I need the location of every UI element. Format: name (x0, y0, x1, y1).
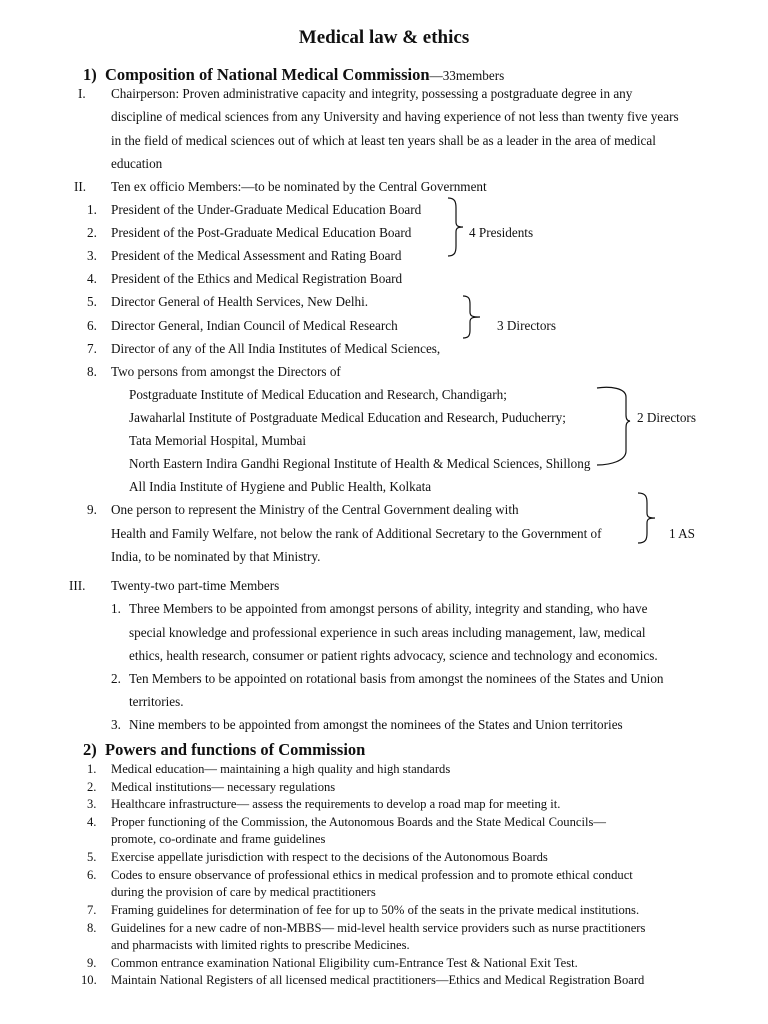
sub-list-item: All India Institute of Hygiene and Public Health, Kolkata (129, 479, 432, 494)
section1-heading (83, 65, 504, 85)
list-number: 4. (87, 815, 97, 829)
list-number: 3. (87, 248, 97, 263)
list-item: President of the Ethics and Medical Registration Board (111, 271, 403, 286)
presidents-label: 4 Presidents (469, 225, 534, 240)
member-count: —33members (429, 68, 505, 83)
list-item: President of the Medical Assessment and Rating Board (111, 248, 402, 263)
list-item: Medical institutions— necessary regulations (111, 780, 336, 794)
document-title: Medical law & ethics (298, 27, 470, 48)
list-item: Healthcare infrastructure— assess the requirements to develop a road map for meeting it. (111, 797, 561, 811)
list-item: Framing guidelines for determination of fee for up to 50% of the seats in the private medical institutions. (111, 903, 640, 917)
section1-heading-text: Composition of National Medical Commission (105, 65, 430, 84)
list-item-continuation: and pharmacists with limited rights to prescribe Medicines. (111, 938, 410, 952)
paragraph-line: One person to represent the Ministry of the Central Government dealing with (111, 502, 519, 517)
paragraph-line: in the field of medical sciences out of which at least ten years shall be as a leader in the area of medical (111, 133, 656, 148)
list-item: Director of any of the All India Institutes of Medical Sciences, (111, 341, 441, 356)
list-item: President of the Post-Graduate Medical Education Board (111, 225, 412, 240)
as-brace (637, 491, 659, 545)
paragraph-line: Ten Members to be appointed on rotational basis from amongst the nominees of the States and Union (129, 671, 664, 686)
sub-list-item: Tata Memorial Hospital, Mumbai (129, 433, 307, 448)
section2-number: 2) (83, 740, 97, 759)
list-number: 7. (87, 341, 97, 356)
paragraph-line: ethics, health research, consumer or patient rights advocacy, science and technology and economics. (129, 648, 658, 663)
list-number: 2. (87, 780, 97, 794)
list-item: Maintain National Registers of all licensed medical practitioners—Ethics and Medical Registration Board (111, 973, 645, 987)
list-number: 6. (87, 318, 97, 333)
list-number: 3. (87, 797, 97, 811)
section2-heading (83, 740, 365, 760)
section2-heading-text: Powers and functions of Commission (105, 740, 366, 759)
roman-numeral: I. (78, 86, 86, 101)
list-number: 6. (87, 868, 97, 882)
list-number: 8. (87, 921, 97, 935)
paragraph-line: Health and Family Welfare, not below the rank of Additional Secretary to the Government of (111, 526, 602, 541)
paragraph-line: Ten ex officio Members:—to be nominated by the Central Government (111, 179, 487, 194)
list-item-continuation: promote, co-ordinate and frame guidelines (111, 832, 326, 846)
directors-label: 3 Directors (497, 318, 556, 333)
list-number: 1. (87, 202, 97, 217)
list-item: President of the Under-Graduate Medical Education Board (111, 202, 422, 217)
paragraph-line: India, to be nominated by that Ministry. (111, 549, 321, 564)
two-directors-brace (596, 385, 636, 467)
as-label: 1 AS (669, 526, 696, 541)
list-number: 2. (87, 225, 97, 240)
paragraph-line: special knowledge and professional experience in such areas including management, law, medical (129, 625, 646, 640)
sub-list-item: North Eastern Indira Gandhi Regional Institute of Health & Medical Sciences, Shillong (129, 456, 591, 471)
paragraph-line: territories. (129, 694, 184, 709)
roman-numeral: III. (69, 578, 86, 593)
sub-list-item: Postgraduate Institute of Medical Education and Research, Chandigarh; (129, 387, 507, 402)
paragraph-line: Chairperson: Proven administrative capacity and integrity, possessing a postgraduate degree in any (111, 86, 633, 101)
list-number: 5. (87, 294, 97, 309)
list-item: Exercise appellate jurisdiction with respect to the decisions of the Autonomous Boards (111, 850, 548, 864)
list-item: Two persons from amongst the Directors of (111, 364, 341, 379)
list-item: Common entrance examination National Eligibility cum-Entrance Test & National Exit Test. (111, 956, 578, 970)
list-number: 1. (87, 762, 97, 776)
paragraph-line: Three Members to be appointed from amongst persons of ability, integrity and standing, who have (129, 601, 648, 616)
paragraph-line: Nine members to be appointed from amongst the nominees of the States and Union territories (129, 717, 623, 732)
list-number: 10. (81, 973, 97, 987)
list-number: 9. (87, 502, 97, 517)
sub-list-item: Jawaharlal Institute of Postgraduate Medical Education and Research, Puducherry; (129, 410, 566, 425)
list-number: 9. (87, 956, 97, 970)
list-item: Medical education— maintaining a high quality and high standards (111, 762, 451, 776)
list-number: 3. (111, 717, 121, 732)
list-number: 7. (87, 903, 97, 917)
list-item-continuation: during the provision of care by medical practitioners (111, 885, 376, 899)
list-item: Codes to ensure observance of professional ethics in medical profession and to promote ethical conduct (111, 868, 633, 882)
directors-brace (462, 294, 486, 340)
list-item: Proper functioning of the Commission, the Autonomous Boards and the State Medical Councils— (111, 815, 606, 829)
list-item: Guidelines for a new cadre of non-MBBS— mid-level health service providers such as nurse practitioners (111, 921, 646, 935)
paragraph-line: discipline of medical sciences from any University and having experience of not less than twenty five years (111, 109, 679, 124)
roman-numeral: II. (74, 179, 87, 194)
paragraph-line: Twenty-two part-time Members (111, 578, 280, 593)
two-directors-label: 2 Directors (637, 410, 696, 425)
section1-number: 1) (83, 65, 97, 84)
list-item: Director General, Indian Council of Medical Research (111, 318, 398, 333)
list-number: 2. (111, 671, 121, 686)
list-number: 5. (87, 850, 97, 864)
list-number: 8. (87, 364, 97, 379)
presidents-brace (447, 196, 467, 258)
list-number: 1. (111, 601, 121, 616)
list-item: Director General of Health Services, New Delhi. (111, 294, 369, 309)
list-number: 4. (87, 271, 97, 286)
paragraph-line: education (111, 156, 163, 171)
